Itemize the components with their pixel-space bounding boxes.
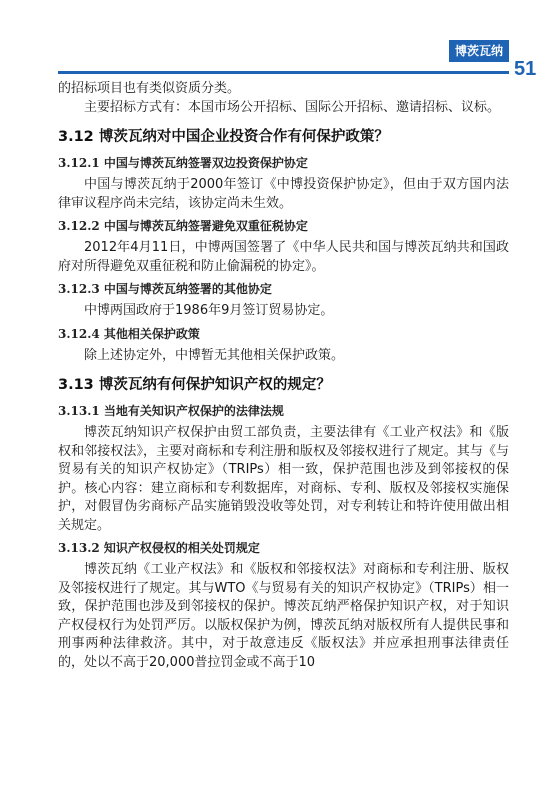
subsection-3-12-3-title: 3.12.3 中国与博茨瓦纳签署的其他协定: [58, 282, 272, 296]
subsection-3-13-2-title: 3.13.2 知识产权侵权的相关处罚规定: [58, 541, 260, 555]
section-3-13-title: 3.13 博茨瓦纳有何保护知识产权的规定？: [58, 377, 331, 393]
subsection-3-12-1-title: 3.12.1 中国与博茨瓦纳签署双边投资保护协定: [58, 156, 308, 170]
subsection-3-12-4-body: 除上述协定外，中博暂无其他相关保护政策。: [84, 347, 345, 363]
page-body: [58, 80, 509, 672]
header-rule: [58, 71, 509, 74]
subsection-3-12-2-body: 2012年4月11日，中博两国签署了《中华人民共和国与博茨瓦纳共和国政府对所得避免双重征税和防止偷漏税的协定》。: [58, 240, 509, 274]
intro-line-1: 的招标项目也有类似资质分类。: [58, 81, 241, 96]
subsection-3-12-3-body: 中博两国政府于1986年9月签订贸易协定。: [84, 303, 334, 318]
subsection-3-12-1-body: 中国与博茨瓦纳于2000年签订《中博投资保护协定》，但由于双方国内法律审议程序尚未完结，该协定尚未生效。: [58, 177, 509, 211]
subsection-3-12-2-title: 3.12.2 中国与博茨瓦纳签署避免双重征税协定: [58, 219, 308, 233]
subsection-3-13-1-body: 博茨瓦纳知识产权保护由贸工部负责，主要法律有《工业产权法》和《版权和邻接权法》，主要对商标和专利注册和版权及邻接权进行了规定。其与《与贸易有关的知识产权协定》（TRIPs）相一致，保护范围也涉及到邻接权的保护。核心内容：建立商标和专利数据库，对商标、专利、版权及邻接权实施保护，对假冒伪劣商标产品实施销毁没收等处罚，对专利转让和特许使用做出相关规定。: [58, 425, 509, 533]
subsection-3-13-1-title: 3.13.1 当地有关知识产权保护的法律法规: [58, 404, 284, 418]
section-tab: 博茨瓦纳: [449, 40, 509, 62]
section-3-12-title: 3.12 博茨瓦纳对中国企业投资合作有何保护政策？: [58, 129, 389, 145]
subsection-3-12-4-title: 3.12.4 其他相关保护政策: [58, 326, 200, 341]
page-number: 51: [514, 58, 537, 80]
intro-line-2: 主要招标方式有：本国市场公开招标、国际公开招标、邀请招标、议标。: [84, 99, 501, 115]
subsection-3-13-2-body: 博茨瓦纳《工业产权法》和《版权和邻接权法》对商标和专利注册、版权及邻接权进行了规定。其与WTO《与贸易有关的知识产权协定》（TRIPs）相一致，保护范围也涉及到邻接权的保护。博茨瓦纳严格保护知识产权，对于知识产权侵权行为处罚严厉。以版权保护为例，博茨瓦纳对版权所有人提供民事和刑事两种法律救济。其中，对于故意违反《版权法》并应承担刑事法律责任的，处以不高于20,000普拉罚金或不高于10: [58, 562, 509, 670]
